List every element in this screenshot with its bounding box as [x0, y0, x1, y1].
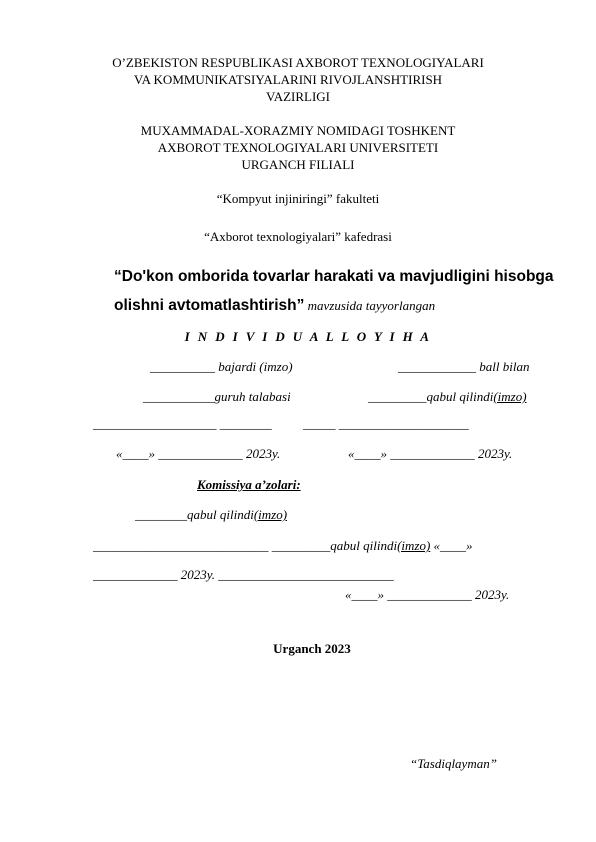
- topic-italic-part: mavzusida tayyorlangan: [304, 298, 436, 313]
- ministry-line-1: O’ZBEKISTON RESPUBLIKASI AXBOROT TEXNOLOGIYALARI: [112, 55, 484, 70]
- imzo-label: (imzo): [493, 389, 527, 404]
- blank-line: _________: [368, 389, 427, 404]
- topic-bold-part: olishni avtomatlashtirish”: [114, 297, 305, 314]
- university-line-3: URGANCH FILIALI: [241, 157, 355, 172]
- signature-student: [143, 389, 291, 404]
- topic-line-2: [114, 297, 435, 315]
- imzo-label: (imzo): [397, 538, 431, 553]
- commission-date: «____» _____________ 2023y.: [345, 587, 510, 602]
- commission-row-1: [135, 507, 287, 522]
- ministry-line-2: VA KOMMUNIKATSIYALARINI RIVOJLANSHTIRISH: [133, 72, 443, 87]
- topic-line-1: “Do'kon omborida tovarlar harakati va mavjudligini hisobga: [114, 268, 554, 285]
- student-label: guruh talabasi: [214, 389, 291, 404]
- faculty-name: “Kompyut injiniringi” fakulteti: [216, 191, 380, 206]
- accepted-label: qabul qilindi: [330, 538, 398, 553]
- signature-accepted: [368, 389, 527, 404]
- blank-line: ________: [135, 507, 187, 522]
- commission-row-3: _____________ 2023y. ___________________________: [93, 567, 394, 582]
- date-left: «____» _____________ 2023y.: [116, 446, 281, 461]
- university-line-2: AXBOROT TEXNOLOGIYALARI UNIVERSITETI: [157, 140, 439, 155]
- department-name: “Axborot texnologiyalari” kafedrasi: [204, 229, 392, 244]
- city-year: Urganch 2023: [273, 641, 351, 656]
- signature-blank-left: ___________________ ________: [93, 416, 272, 431]
- ministry-line-3: VAZIRLIGI: [265, 89, 331, 104]
- blank-line: ___________: [143, 389, 215, 404]
- signature-performer: __________ bajardi (imzo): [150, 359, 293, 374]
- university-line-1: MUXAMMADAL-XORAZMIY NOMIDAGI TOSHKENT: [140, 123, 456, 138]
- commission-row-2: [93, 538, 473, 553]
- imzo-label: (imzo): [253, 507, 288, 522]
- date-open: «____»: [430, 538, 473, 553]
- blank-line: ___________________________ _________: [93, 538, 331, 553]
- commission-heading: Komissiya a’zolari:: [197, 477, 301, 492]
- accepted-label: qabul qilindi: [187, 507, 254, 522]
- accepted-label: qabul qilindi: [426, 389, 494, 404]
- signature-blank-right: _____ ____________________: [303, 416, 469, 431]
- date-right: «____» _____________ 2023y.: [348, 446, 513, 461]
- document-type: I N D I V I D U A L L O Y I H A: [184, 329, 432, 344]
- signature-grade: ____________ ball bilan: [398, 359, 530, 374]
- approval-label: “Tasdiqlayman”: [410, 756, 497, 771]
